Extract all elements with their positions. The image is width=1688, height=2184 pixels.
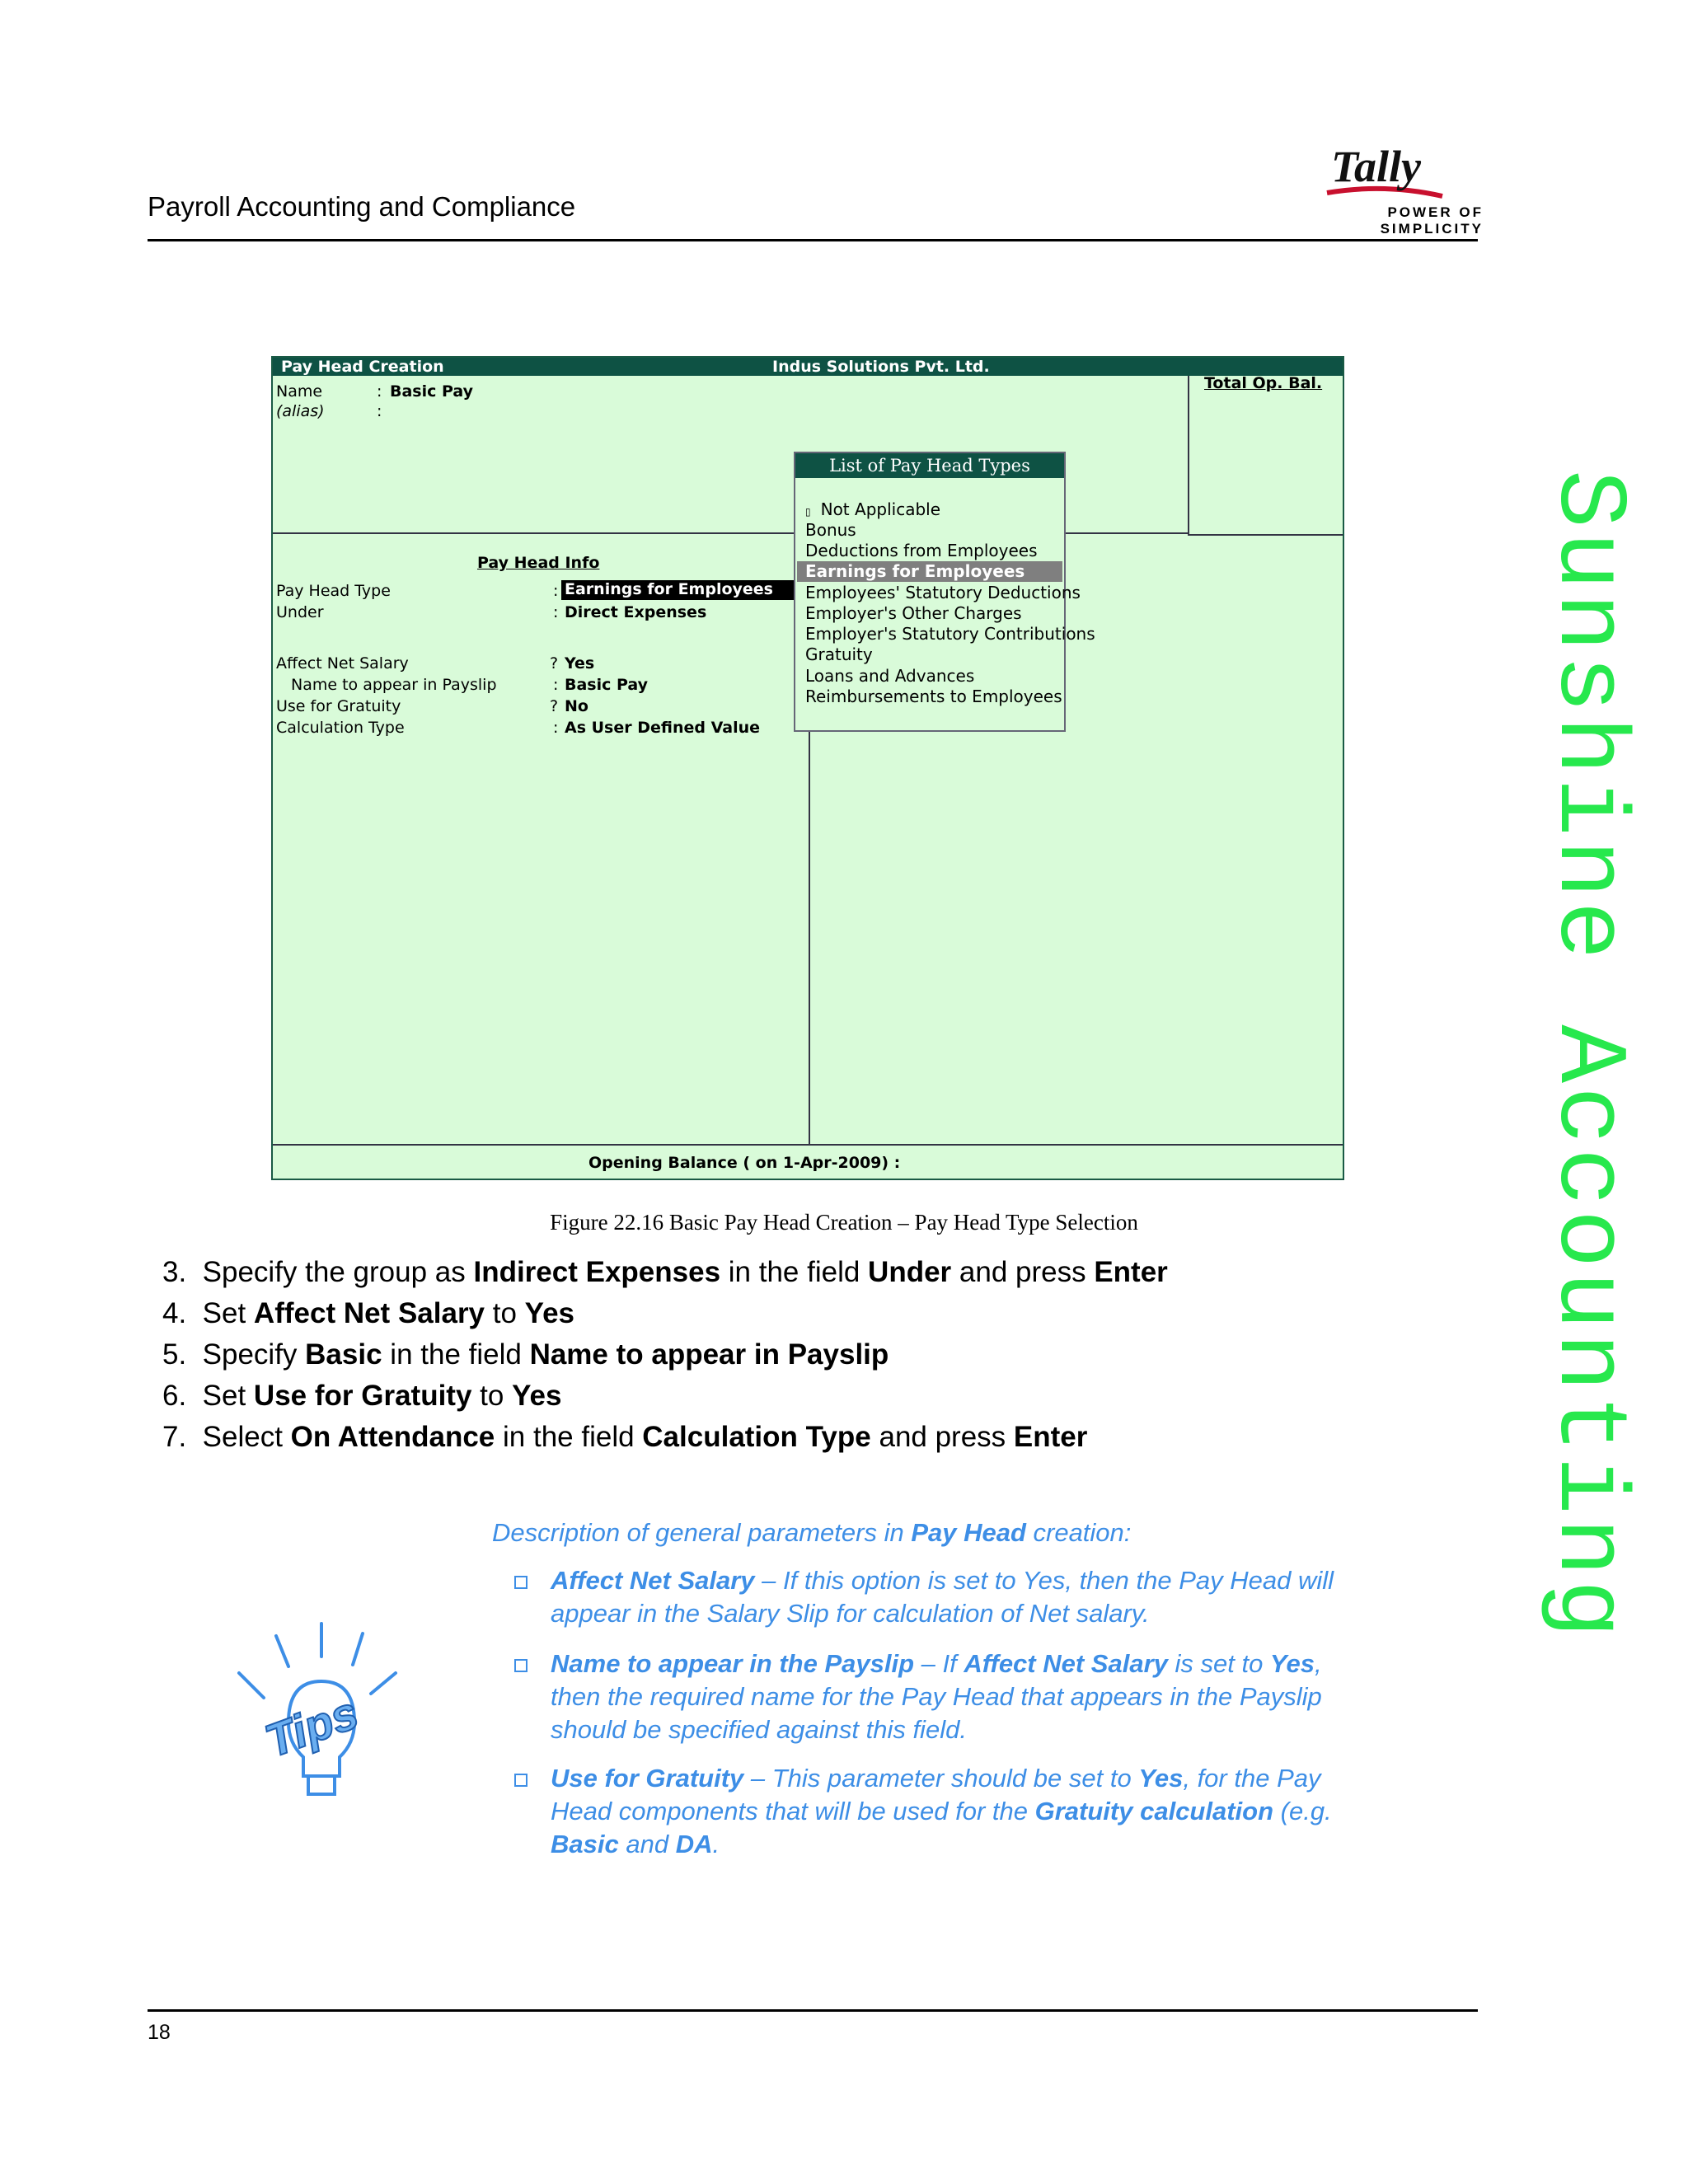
total-op-bal-label: Total Op. Bal. [1204, 374, 1323, 392]
footer-divider [273, 1144, 1343, 1146]
popup-title: List of Pay Head Types [795, 453, 1064, 478]
column-divider [809, 732, 810, 1144]
svg-text:Tips: Tips [258, 1685, 365, 1768]
calculation-type-label: Calculation Type [276, 719, 405, 737]
page-number: 18 [148, 2021, 171, 2044]
under-value[interactable]: Direct Expenses [565, 603, 707, 621]
op-bal-divider [1188, 376, 1189, 536]
under-sep: : [553, 603, 559, 621]
pay-head-type-sep: : [553, 582, 559, 600]
watermark-text: Sunshine Accounting [1532, 470, 1642, 1642]
list-item[interactable]: Gratuity [805, 644, 873, 664]
logo-tagline: POWER OF SIMPLICITY [1380, 204, 1484, 237]
step-7: 7. Select On Attendance in the field Calculation Type and press Enter [162, 1421, 1088, 1453]
name-value[interactable]: Basic Pay [390, 382, 474, 401]
use-for-gratuity-value[interactable]: No [565, 697, 588, 715]
list-item[interactable]: Employees' Statutory Deductions [805, 583, 1081, 602]
alias-label: (alias) [276, 402, 325, 420]
bullet-icon [514, 1576, 528, 1589]
affect-net-salary-value[interactable]: Yes [565, 654, 595, 673]
figure-caption: Figure 22.16 Basic Pay Head Creation – Pay Head Type Selection [550, 1210, 1138, 1235]
footer-rule [148, 2009, 1478, 2012]
under-label: Under [276, 603, 324, 621]
screen-title-bar [273, 358, 1343, 376]
pay-head-types-list[interactable] [794, 452, 1095, 732]
step-3: 3. Specify the group as Indirect Expenses in the field Under and press Enter [162, 1256, 1168, 1288]
step-4: 4. Set Affect Net Salary to Yes [162, 1297, 575, 1329]
pay-head-info-title: Pay Head Info [477, 554, 600, 572]
list-item[interactable]: Employer's Statutory Contributions [805, 624, 1095, 644]
list-item[interactable]: Reimbursements to Employees [805, 687, 1062, 706]
step-5: 5. Specify Basic in the field Name to appear in Payslip [162, 1338, 889, 1371]
name-in-payslip-value[interactable]: Basic Pay [565, 676, 649, 694]
alias-separator: : [377, 402, 382, 420]
tip-use-for-gratuity: Use for Gratuity – This parameter should be set to Yes, for the Pay Head components that will be used for the Gratuity calculation (e.g. Basic and DA. [551, 1764, 1332, 1858]
header-rule [148, 239, 1478, 241]
list-marker-icon: ▯ [805, 506, 811, 518]
bullet-icon [514, 1774, 528, 1787]
affect-net-salary-label: Affect Net Salary [276, 654, 409, 673]
name-in-payslip-label: Name to appear in Payslip [291, 676, 497, 694]
pay-head-type-value[interactable]: Earnings for Employees [561, 580, 796, 600]
list-item[interactable]: Loans and Advances [805, 666, 975, 686]
screen-title: Pay Head Creation [281, 358, 444, 376]
opening-balance-label: Opening Balance ( on 1-Apr-2009) : [588, 1154, 901, 1172]
step-6: 6. Set Use for Gratuity to Yes [162, 1380, 562, 1412]
use-for-gratuity-sep: ? [550, 697, 559, 715]
pay-head-type-label: Pay Head Type [276, 582, 391, 600]
list-item[interactable]: Employer's Other Charges [805, 603, 1022, 623]
tips-intro: Description of general parameters in Pay Head creation: [492, 1518, 1132, 1547]
company-name: Indus Solutions Pvt. Ltd. [772, 358, 990, 376]
info-divider-left [273, 532, 794, 534]
tip-name-in-payslip: Name to appear in the Payslip – If Affect Net Salary is set to Yes, then the required name for the Pay Head that appears in the Payslip should be specified against this field. [551, 1649, 1322, 1744]
list-item[interactable]: Bonus [805, 520, 856, 540]
tips-lightbulb-icon [231, 1615, 412, 1805]
name-label: Name [276, 382, 323, 401]
list-item-selected[interactable]: Earnings for Employees [797, 561, 1062, 582]
list-item[interactable]: Deductions from Employees [805, 541, 1038, 560]
use-for-gratuity-label: Use for Gratuity [276, 697, 401, 715]
tally-pay-head-creation-screen [271, 356, 1344, 1180]
calculation-type-sep: : [553, 719, 559, 737]
name-in-payslip-sep: : [553, 676, 559, 694]
name-separator: : [377, 382, 382, 401]
list-item[interactable]: ▯ Not Applicable [805, 499, 940, 519]
svg-text:Tally: Tally [1331, 142, 1422, 191]
tip-affect-net-salary: Affect Net Salary – If this option is set to Yes, then the Pay Head will appear in the Salary Slip for calculation of Net salary. [551, 1566, 1334, 1628]
page-header-title: Payroll Accounting and Compliance [148, 191, 576, 222]
info-divider-right [1066, 532, 1189, 534]
calculation-type-value[interactable]: As User Defined Value [565, 719, 761, 737]
affect-net-salary-sep: ? [550, 654, 559, 673]
bullet-icon [514, 1659, 528, 1672]
op-bal-bottom [1188, 534, 1343, 536]
